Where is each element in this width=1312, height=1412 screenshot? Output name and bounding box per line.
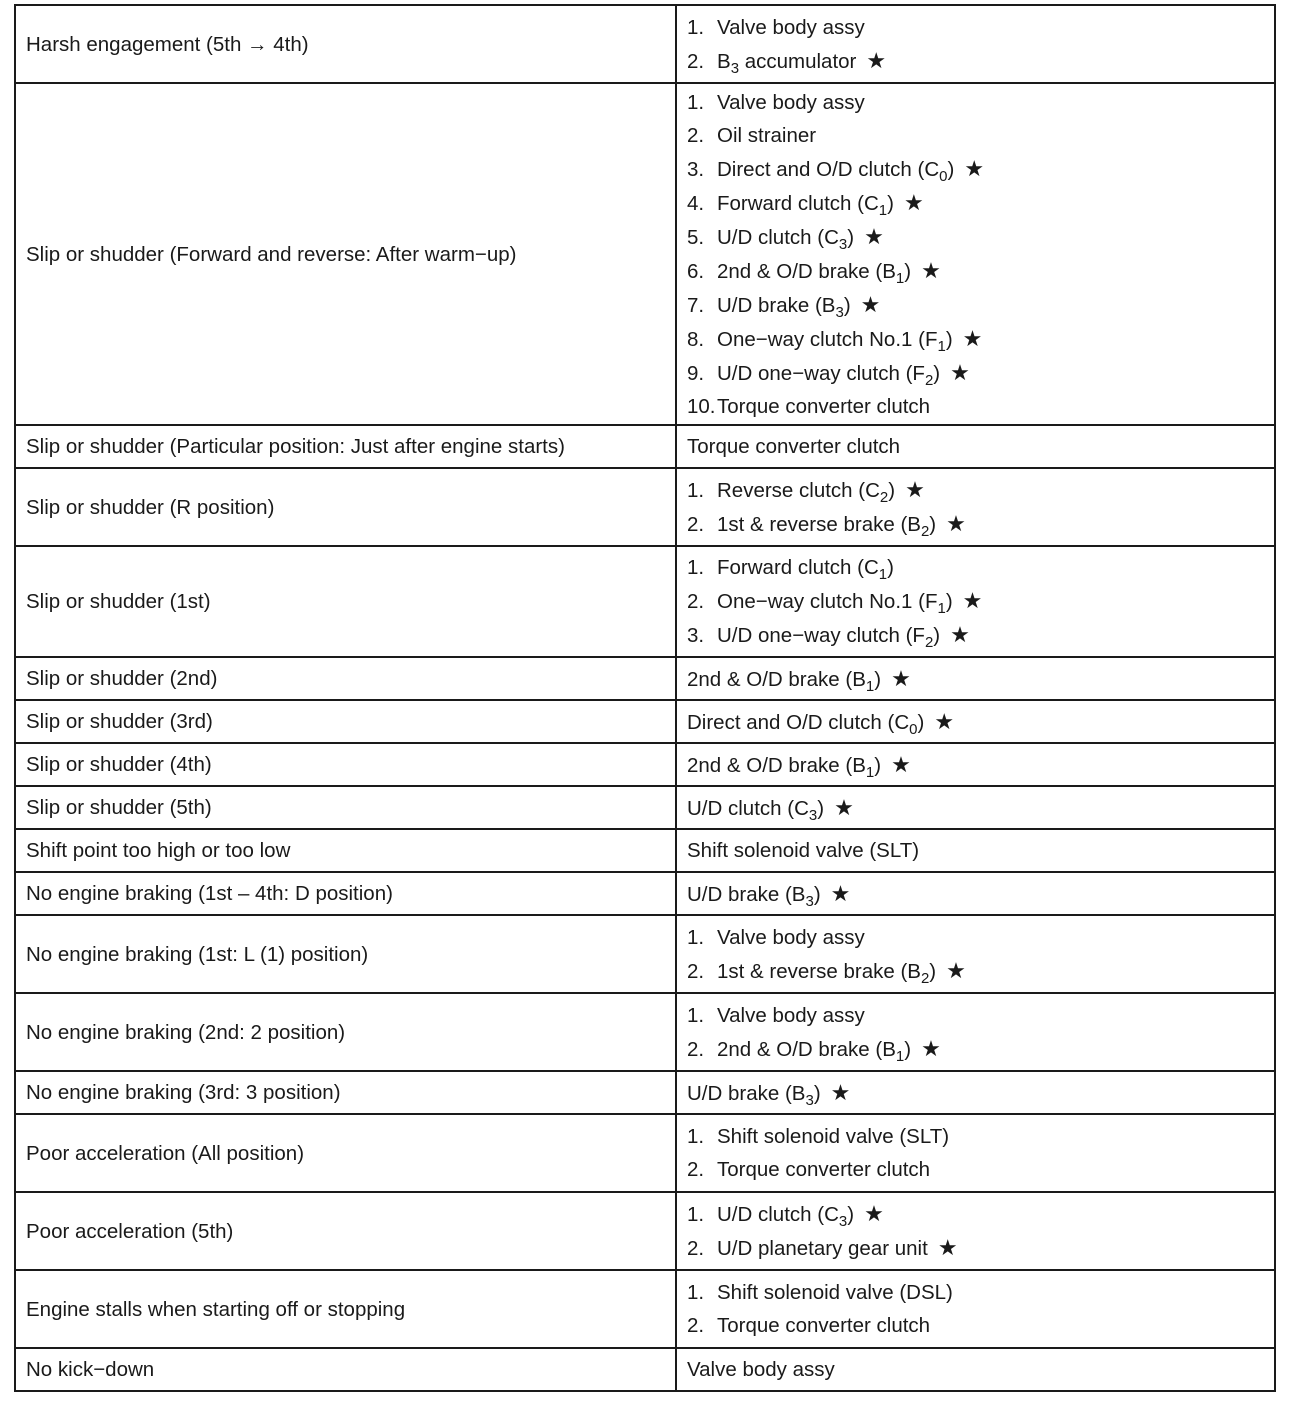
cause-cell xyxy=(676,657,1275,700)
cause-text: Oil strainer xyxy=(717,123,817,147)
cause-text: Shift solenoid valve (SLT) xyxy=(687,839,920,862)
star-icon: ★ xyxy=(946,511,966,536)
cause-cell xyxy=(676,1114,1275,1192)
star-icon: ★ xyxy=(962,588,983,613)
cause-text: U/D one−way clutch (F xyxy=(717,624,925,647)
star-icon: ★ xyxy=(830,1079,851,1105)
cause-text-suffix: ) xyxy=(874,667,882,691)
cause-text-suffix: ) xyxy=(904,259,912,283)
cause-text: Torque converter clutch xyxy=(717,1158,931,1181)
cause-number: 2. xyxy=(687,1237,705,1260)
cause-number: 2. xyxy=(687,1314,705,1337)
cause-cell xyxy=(676,546,1275,657)
cause-number: 2. xyxy=(687,123,705,147)
cause-cell xyxy=(676,700,1275,743)
cause-number: 1. xyxy=(687,1125,705,1148)
cause-text: One−way clutch No.1 (F xyxy=(717,327,938,351)
cause-text: One−way clutch No.1 (F xyxy=(717,590,938,613)
cause-cell xyxy=(676,425,1275,468)
cause-item xyxy=(687,618,1264,652)
cause-number: 3. xyxy=(687,157,705,181)
cause-number: 1. xyxy=(687,925,705,949)
cause-number: 1. xyxy=(687,15,705,39)
cause-cell xyxy=(676,872,1275,915)
table-body xyxy=(15,5,1275,1391)
cause-item xyxy=(687,791,1264,825)
cause-text: Valve body assy xyxy=(717,1003,865,1027)
table-row xyxy=(15,700,1275,743)
symptom-cell: Slip or shudder (Particular position: Just after engine starts) xyxy=(15,425,676,468)
star-icon: ★ xyxy=(891,751,911,777)
cause-text: Valve body assy xyxy=(687,1358,835,1381)
subscript: 2 xyxy=(924,371,934,389)
cause-item xyxy=(687,288,1264,322)
subscript: 1 xyxy=(895,1047,905,1065)
cause-item xyxy=(687,1153,1264,1186)
cause-text: U/D one−way clutch (F xyxy=(717,361,925,385)
symptom-cell: Poor acceleration (All position) xyxy=(15,1114,676,1192)
symptom-cell: Slip or shudder (3rd) xyxy=(15,700,676,743)
cause-number: 1. xyxy=(687,90,705,114)
cause-item xyxy=(687,1120,1264,1153)
cause-text-suffix: ) xyxy=(947,157,955,181)
cause-text-suffix: ) xyxy=(904,1037,912,1061)
table-row xyxy=(15,83,1275,425)
cause-text-suffix: ) xyxy=(945,590,953,613)
table-row xyxy=(15,829,1275,872)
subscript: 3 xyxy=(838,1213,848,1230)
subscript: 1 xyxy=(878,566,888,583)
star-icon: ★ xyxy=(864,223,884,249)
cause-item xyxy=(687,507,1264,541)
table-row xyxy=(15,468,1275,546)
subscript: 0 xyxy=(939,167,948,185)
cause-item xyxy=(687,1353,1264,1386)
cause-text-suffix: ) xyxy=(847,1203,855,1226)
subscript: 1 xyxy=(937,600,946,617)
subscript: 1 xyxy=(865,763,875,781)
cause-text-suffix: ) xyxy=(929,513,937,536)
cause-item xyxy=(687,152,1264,186)
cause-cell xyxy=(676,829,1275,872)
cause-text-suffix: ) xyxy=(813,1081,821,1105)
star-icon: ★ xyxy=(903,189,924,215)
cause-text-suffix: ) xyxy=(874,753,882,777)
cause-item xyxy=(687,1309,1264,1342)
subscript: 2 xyxy=(920,969,930,987)
cause-text-suffix: ) xyxy=(843,293,851,317)
star-icon: ★ xyxy=(921,257,941,283)
cause-text: U/D brake (B xyxy=(687,1081,806,1105)
cause-item xyxy=(687,1032,1264,1066)
cause-number: 1. xyxy=(687,556,705,579)
star-icon: ★ xyxy=(950,622,970,647)
cause-text: Forward clutch (C xyxy=(717,556,879,579)
symptom-cell: Poor acceleration (5th) xyxy=(15,1192,676,1270)
cause-text: Shift solenoid valve (SLT) xyxy=(717,1125,950,1148)
subscript: 3 xyxy=(838,235,848,253)
star-icon: ★ xyxy=(905,477,925,502)
cause-item xyxy=(687,834,1264,867)
cause-text: Direct and O/D clutch (C xyxy=(717,157,940,181)
cause-cell xyxy=(676,468,1275,546)
subscript: 1 xyxy=(878,201,888,219)
cause-item xyxy=(687,1076,1264,1110)
star-icon: ★ xyxy=(834,794,854,820)
cause-text: Forward clutch (C xyxy=(717,191,879,215)
table-row xyxy=(15,915,1275,993)
cause-cell xyxy=(676,1270,1275,1348)
cause-number: 2. xyxy=(687,959,705,983)
symptom-cell: No engine braking (1st – 4th: D position) xyxy=(15,872,676,915)
cause-text: Shift solenoid valve (DSL) xyxy=(717,1281,953,1304)
cause-item xyxy=(687,11,1264,44)
cause-item xyxy=(687,1276,1264,1309)
cause-cell xyxy=(676,1348,1275,1391)
cause-text-suffix: ) xyxy=(887,191,894,215)
cause-number: 2. xyxy=(687,513,705,536)
cause-text-suffix: ) xyxy=(929,959,937,983)
star-icon: ★ xyxy=(866,47,887,73)
symptom-cell: No engine braking (3rd: 3 position) xyxy=(15,1071,676,1114)
cause-text: 2nd & O/D brake (B xyxy=(717,259,896,283)
symptom-cell: Slip or shudder (5th) xyxy=(15,786,676,829)
cause-item xyxy=(687,322,1264,356)
cause-text-suffix: ) xyxy=(847,225,855,249)
cause-text-suffix: ) xyxy=(933,361,941,385)
subscript: 1 xyxy=(937,337,946,355)
cause-cell xyxy=(676,993,1275,1071)
cause-item xyxy=(687,999,1264,1032)
table-row xyxy=(15,1348,1275,1391)
cause-item xyxy=(687,430,1264,463)
star-icon: ★ xyxy=(891,665,911,691)
cause-item xyxy=(687,705,1264,739)
cause-number: 1. xyxy=(687,479,705,502)
cause-item xyxy=(687,86,1264,119)
cause-item xyxy=(687,662,1264,696)
cause-text: Valve body assy xyxy=(717,90,865,114)
cause-number: 2. xyxy=(687,1037,705,1061)
cause-number: 7. xyxy=(687,293,705,317)
cause-text: 2nd & O/D brake (B xyxy=(687,667,866,691)
cause-item xyxy=(687,119,1264,152)
cause-text-suffix: ) xyxy=(817,796,825,820)
symptom-cell: Slip or shudder (Forward and reverse: After warm−up) xyxy=(15,83,676,425)
cause-number: 4. xyxy=(687,191,705,215)
subscript: 0 xyxy=(909,720,918,738)
table-row xyxy=(15,1071,1275,1114)
star-icon: ★ xyxy=(921,1035,941,1061)
cause-text: U/D clutch (C xyxy=(717,1203,839,1226)
table-row xyxy=(15,1270,1275,1348)
cause-number: 1. xyxy=(687,1003,705,1027)
cause-text: U/D planetary gear unit xyxy=(717,1237,928,1260)
cause-text: 1st & reverse brake (B xyxy=(717,959,921,983)
table-row xyxy=(15,1192,1275,1270)
symptom-cell: Shift point too high or too low xyxy=(15,829,676,872)
cause-item xyxy=(687,220,1264,254)
table-row xyxy=(15,546,1275,657)
cause-number: 2. xyxy=(687,49,705,73)
symptom-cell: Slip or shudder (R position) xyxy=(15,468,676,546)
table-row xyxy=(15,5,1275,83)
cause-number: 8. xyxy=(687,327,705,351)
cause-cell xyxy=(676,915,1275,993)
table-row xyxy=(15,993,1275,1071)
cause-text: U/D clutch (C xyxy=(717,225,839,249)
subscript: 2 xyxy=(920,523,930,540)
cause-text: Reverse clutch (C xyxy=(717,479,880,502)
subscript: 1 xyxy=(865,677,875,695)
table-row xyxy=(15,872,1275,915)
cause-number: 1. xyxy=(687,1203,705,1226)
symptom-cell: No engine braking (1st: L (1) position) xyxy=(15,915,676,993)
cause-text: U/D brake (B xyxy=(687,882,806,906)
cause-number: 1. xyxy=(687,1281,705,1304)
table-row xyxy=(15,786,1275,829)
cause-cell xyxy=(676,1071,1275,1114)
cause-cell xyxy=(676,1192,1275,1270)
subscript: 1 xyxy=(895,269,905,287)
symptom-cell: Engine stalls when starting off or stopping xyxy=(15,1270,676,1348)
table-row xyxy=(15,657,1275,700)
cause-number: 2. xyxy=(687,1158,705,1181)
cause-text: Direct and O/D clutch (C xyxy=(687,710,910,734)
cause-text: B xyxy=(717,49,731,73)
star-icon: ★ xyxy=(962,325,983,351)
cause-cell xyxy=(676,786,1275,829)
cause-number: 5. xyxy=(687,225,705,249)
cause-text-suffix: ) xyxy=(917,710,925,734)
cause-number: 2. xyxy=(687,590,705,613)
subscript: 3 xyxy=(805,892,814,910)
cause-item xyxy=(687,473,1264,507)
symptom-cell: Slip or shudder (1st) xyxy=(15,546,676,657)
cause-cell xyxy=(676,5,1275,83)
table-row xyxy=(15,1114,1275,1192)
cause-cell xyxy=(676,743,1275,786)
cause-number: 6. xyxy=(687,259,705,283)
cause-text: 1st & reverse brake (B xyxy=(717,513,921,536)
cause-item xyxy=(687,356,1264,390)
troubleshooting-table xyxy=(14,4,1276,1392)
cause-item xyxy=(687,584,1264,618)
symptom-cell: Harsh engagement (5th → 4th) xyxy=(15,5,676,83)
cause-text: Torque converter clutch xyxy=(717,394,931,418)
star-icon: ★ xyxy=(860,291,881,317)
cause-text-suffix: ) xyxy=(888,479,896,502)
cause-text-suffix: ) xyxy=(887,556,894,579)
cause-text-suffix: accumulator xyxy=(739,49,857,73)
cause-item xyxy=(687,748,1264,782)
subscript: 3 xyxy=(805,1091,814,1109)
cause-text: Torque converter clutch xyxy=(687,435,901,458)
star-icon: ★ xyxy=(950,359,970,385)
cause-text-suffix: ) xyxy=(933,624,941,647)
cause-text: U/D clutch (C xyxy=(687,796,809,820)
cause-text: 2nd & O/D brake (B xyxy=(717,1037,896,1061)
cause-cell xyxy=(676,83,1275,425)
cause-item xyxy=(687,186,1264,220)
cause-item xyxy=(687,1197,1264,1231)
cause-number: 10. xyxy=(687,394,716,418)
star-icon: ★ xyxy=(964,155,985,181)
star-icon: ★ xyxy=(946,957,966,983)
subscript: 3 xyxy=(835,303,844,321)
star-icon: ★ xyxy=(934,708,955,734)
table-row xyxy=(15,743,1275,786)
cause-text-suffix: ) xyxy=(945,327,953,351)
cause-number: 3. xyxy=(687,624,705,647)
star-icon: ★ xyxy=(830,880,851,906)
cause-item xyxy=(687,1231,1264,1265)
cause-item xyxy=(687,390,1264,423)
subscript: 3 xyxy=(730,59,740,77)
symptom-cell: Slip or shudder (4th) xyxy=(15,743,676,786)
subscript: 2 xyxy=(924,634,934,651)
cause-text: U/D brake (B xyxy=(717,293,836,317)
symptom-cell: Slip or shudder (2nd) xyxy=(15,657,676,700)
cause-number: 9. xyxy=(687,361,705,385)
star-icon: ★ xyxy=(864,1201,884,1226)
cause-item xyxy=(687,254,1264,288)
symptom-cell: No engine braking (2nd: 2 position) xyxy=(15,993,676,1071)
subscript: 3 xyxy=(808,806,818,824)
star-icon: ★ xyxy=(937,1235,958,1260)
cause-text: Valve body assy xyxy=(717,15,865,39)
cause-text: Valve body assy xyxy=(717,925,865,949)
cause-item xyxy=(687,44,1264,78)
cause-text: 2nd & O/D brake (B xyxy=(687,753,866,777)
cause-item xyxy=(687,921,1264,954)
cause-item xyxy=(687,877,1264,911)
cause-item xyxy=(687,551,1264,584)
symptom-cell: No kick−down xyxy=(15,1348,676,1391)
cause-item xyxy=(687,954,1264,988)
subscript: 2 xyxy=(879,489,889,506)
cause-text-suffix: ) xyxy=(813,882,821,906)
cause-text: Torque converter clutch xyxy=(717,1314,931,1337)
table-row xyxy=(15,425,1275,468)
